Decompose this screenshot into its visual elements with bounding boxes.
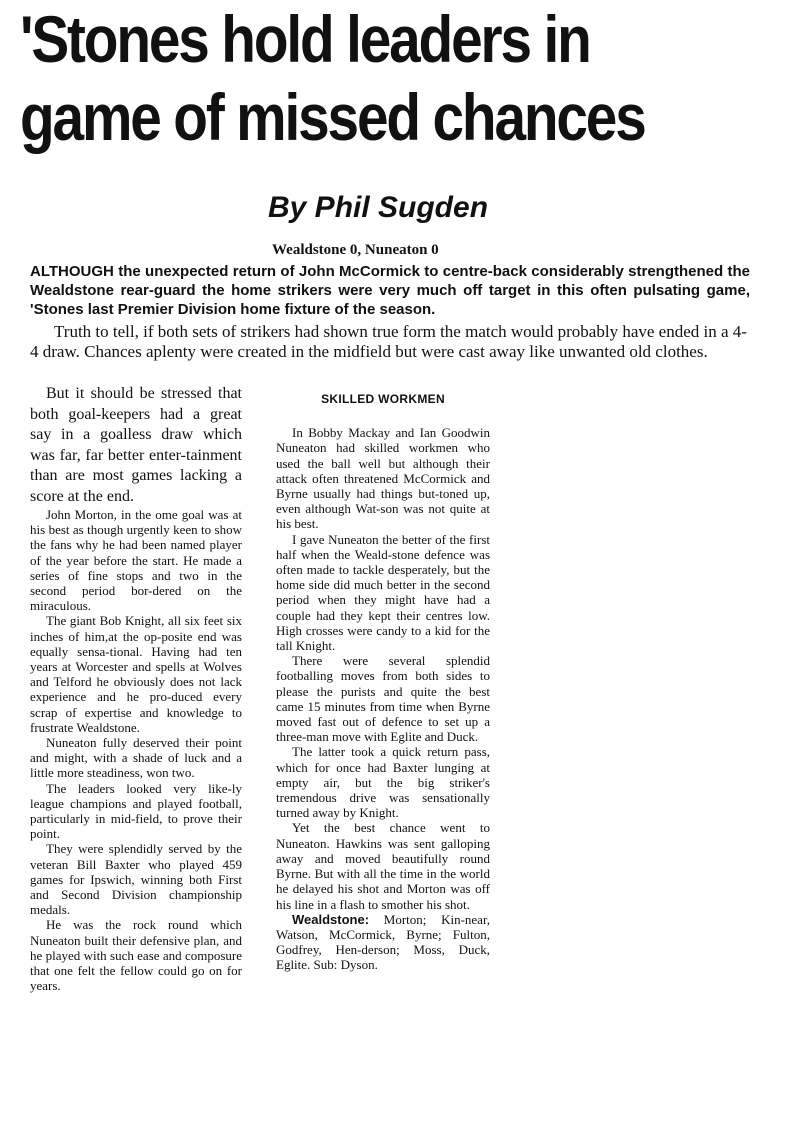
- team-list: Morton; Kin-near, Watson, McCormick, Byrne; Fulton, Godfrey, Hen-derson; Moss, Duck, Eglite. Sub: Dyson.: [276, 911, 491, 973]
- column-1-lead: But it should be stressed that both goal-keepers had a great say in a goalless draw which was far, far better enter-tainment than are most games lacking a score at the end.: [30, 385, 242, 505]
- column-1: [30, 384, 242, 994]
- headline-line-2: game of missed chances: [20, 80, 645, 154]
- column-2-paragraph: In Bobby Mackay and Ian Goodwin Nuneaton had skilled workmen who used the ball well but although their attack often threatened McCormick and Byrne usually had things but-toned up, even although Wat-son was not quite at his best.: [276, 425, 490, 532]
- column-2-paragraph: Yet the best chance went to Nuneaton. Hawkins was sent galloping away and moved beautifully round Byrne. But with all the time in the world he delayed his shot and Morton was off his line in a flash to smother his shot.: [276, 820, 490, 912]
- headline: [20, 0, 674, 156]
- column-2-paragraph: The latter took a quick return pass, which for once had Baxter lunging at empty air, but the big striker's tremendous drive was sensationally turned away by Knight.: [276, 744, 490, 821]
- column-2-paragraph: There were several splendid footballing moves from both sides to please the purists and quite the best came 15 minutes from time when Byrne moved fast out of defence to set up a three-man move with Eglite and Duck.: [276, 653, 490, 745]
- scoreline: Wealdstone 0, Nuneaton 0: [272, 242, 439, 258]
- column-1-paragraph: Nuneaton fully deserved their point and might, with a shade of luck and a little more steadiness, won two.: [30, 735, 242, 781]
- column-1-paragraph: The giant Bob Knight, all six feet six inches of him,at the op-posite end was equally sensa-tional. Having had ten years at Worcester and spells at Wolves and Telford he obviously does not lack experience and he pro-duced every scrap of expertise and knowledge to frustrate Wealdstone.: [30, 613, 242, 735]
- team-label: Wealdstone:: [292, 911, 370, 927]
- intro-paragraph: Truth to tell, if both sets of strikers had shown true form the match would probably have ended in a 4-4 draw. Chances aplenty were created in the midfield but were cast away like unwanted old clothes.: [30, 322, 747, 361]
- byline: By Phil Sugden: [268, 191, 489, 224]
- subheading: SKILLED WORKMEN: [321, 392, 445, 406]
- column-1-paragraph: The leaders looked very like-ly league champions and played football, particularly in mid-field, to prove their point.: [30, 780, 242, 842]
- standfirst: ALTHOUGH the unexpected return of John McCormick to centre-back considerably strengthened the Wealdstone rear-guard the home strikers were very much off target in this often pulsating game, 'Stones last Premier Division home fixture of the season.: [30, 263, 750, 318]
- column-2-paragraph: I gave Nuneaton the better of the first half when the Weald-stone defence was often made to tackle desperately, but the home side did much better in the second period when they might have had a couple had they kept their centres low. High crosses were candy to a kid for the tall Knight.: [276, 531, 490, 654]
- headline-line-1: 'Stones hold leaders in: [20, 2, 590, 76]
- column-2: [276, 392, 490, 973]
- column-1-paragraph: They were splendidly served by the veteran Bill Baxter who played 459 games for Ipswich, winning both First and Second Division championship medals.: [30, 841, 242, 918]
- column-1-paragraph: He was the rock round which Nuneaton built their defensive plan, and he played with such ease and composure that one felt the fellow could go on for years.: [30, 917, 242, 994]
- column-1-paragraph: John Morton, in the ome goal was at his best as though urgently keen to show the fans why he had been named player of the year before the start. He made a series of fine stops and two in the second period bor-dered on the miraculous.: [30, 507, 242, 614]
- team-lineup: [276, 912, 490, 973]
